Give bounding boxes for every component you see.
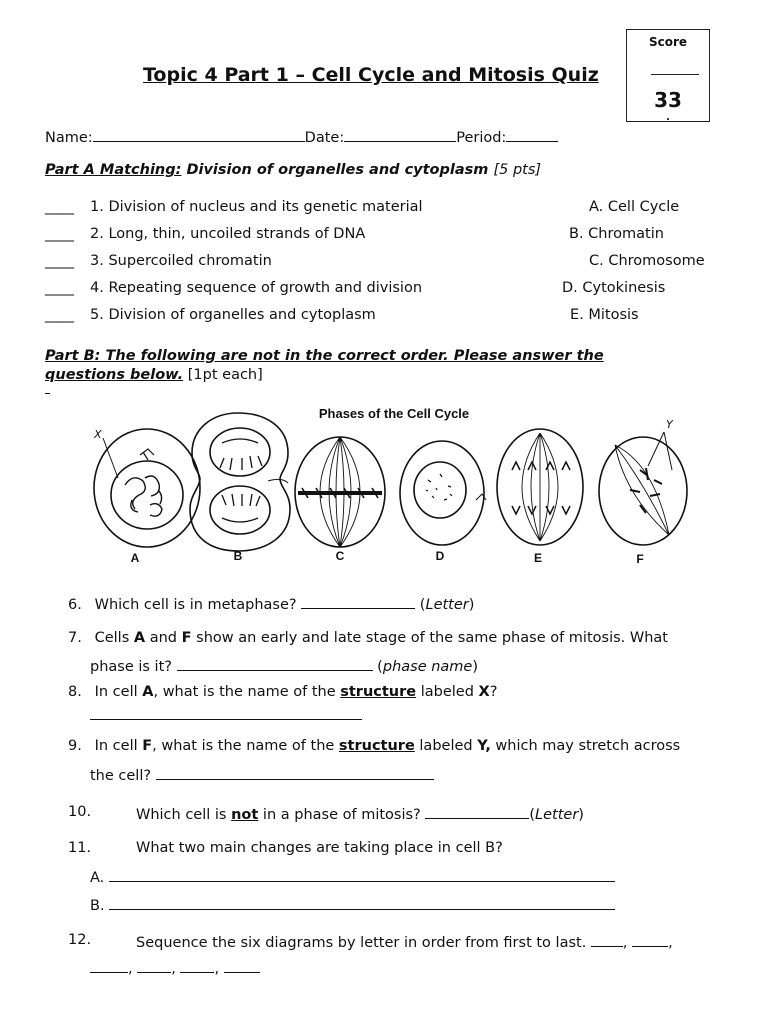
part-a-blank-3[interactable]: ____ — [45, 253, 74, 269]
score-label: Score — [648, 35, 688, 49]
part-a-blank-5[interactable]: ____ — [45, 307, 74, 323]
name-field[interactable] — [93, 127, 305, 142]
question-9 — [68, 738, 680, 754]
q11-text: What two main changes are taking place in cell B? — [136, 840, 503, 856]
period-field[interactable] — [506, 127, 558, 142]
page-title: Topic 4 Part 1 – Cell Cycle and Mitosis Quiz — [143, 64, 599, 86]
q9-post: labeled — [414, 738, 478, 754]
q11-answer-b-field[interactable] — [109, 895, 615, 910]
cell-a-diagram — [94, 429, 200, 547]
part-b-heading-end: questions below. — [45, 367, 184, 383]
question-10-text: Which cell is not in a phase of mitosis? (Letter) — [136, 804, 584, 823]
question-7 — [68, 630, 668, 646]
figure-label-y: Y — [666, 418, 673, 431]
q9-end: which may stretch across — [490, 738, 681, 754]
q7-line2: phase is it? — [90, 659, 172, 675]
score-value: 33 — [654, 88, 682, 112]
q6-answer-field[interactable] — [301, 594, 415, 609]
part-a-blank-1[interactable]: ____ — [45, 199, 74, 215]
cell-d-diagram — [400, 441, 486, 545]
q9-line2: the cell? — [90, 768, 152, 784]
figure-title: Phases of the Cell Cycle — [318, 406, 470, 421]
part-a-title: Part A Matching: — [45, 162, 182, 178]
q9-structure: structure — [338, 738, 415, 754]
q9-pre: In cell — [94, 738, 143, 754]
q7-cell-f: F — [181, 630, 192, 646]
q8-pre: In cell — [94, 684, 143, 700]
question-12-text: Sequence the six diagrams by letter in order from first to last. , , — [136, 932, 673, 951]
q8-end: ? — [489, 684, 498, 700]
q8-answer-field[interactable] — [90, 705, 362, 724]
question-9-line2 — [90, 765, 434, 784]
cell-f-diagram — [599, 432, 687, 545]
q7-answer-field[interactable] — [177, 656, 373, 671]
cell-letter-b: B — [233, 549, 243, 563]
part-a-answer-c: C. Chromosome — [589, 253, 705, 269]
q11-answer-b — [90, 895, 615, 914]
part-a-answer-b: B. Chromatin — [569, 226, 664, 242]
figure-label-x: X — [94, 428, 102, 441]
q8-label-x: X — [478, 684, 490, 700]
q7-hint: phase name — [382, 659, 473, 675]
q11-number: 11. — [68, 840, 92, 856]
part-b-points: [1pt each] — [187, 367, 263, 383]
cell-e-diagram — [497, 429, 583, 545]
cell-b-diagram — [190, 413, 290, 551]
q12-slot-4[interactable] — [137, 958, 171, 973]
q7-post: show an early and late stage of the same phase of mitosis. What — [191, 630, 668, 646]
part-b-heading-line2 — [45, 367, 263, 383]
q10-pre: Which cell is — [136, 807, 232, 823]
q6-hint: Letter — [425, 597, 469, 613]
q9-label-y: Y, — [477, 738, 491, 754]
q12-text: Sequence the six diagrams by letter in order from first to last. — [136, 935, 587, 951]
date-label: Date: — [304, 130, 345, 146]
part-a-subtitle: Division of organelles and cytoplasm — [181, 162, 489, 178]
cell-letter-d: D — [435, 549, 445, 563]
q7-mid: and — [145, 630, 182, 646]
q7-pre: Cells — [94, 630, 134, 646]
q9-cell-f: F — [142, 738, 153, 754]
part-a-answer-d: D. Cytokinesis — [562, 280, 666, 296]
q11-answer-a-field[interactable] — [109, 867, 615, 882]
q8-structure: structure — [340, 684, 417, 700]
q10-not: not — [231, 807, 259, 823]
q12-slot-1[interactable] — [591, 932, 623, 947]
cell-letter-e: E — [533, 551, 543, 565]
date-field[interactable] — [344, 127, 456, 142]
question-12-line2: , , , — [90, 958, 260, 977]
part-a-points: [5 pts] — [493, 162, 542, 178]
part-a-heading — [45, 162, 541, 178]
question-11 — [68, 840, 91, 856]
part-a-blank-4[interactable]: ____ — [45, 280, 74, 296]
question-7-line2: phase is it? (phase name) — [90, 656, 478, 675]
cell-letter-c: C — [335, 549, 345, 563]
part-a-blank-2[interactable]: ____ — [45, 226, 74, 242]
q12-number: 12. — [68, 932, 92, 948]
part-a-item-1: 1. Division of nucleus and its genetic material — [90, 199, 423, 215]
question-6: 6. Which cell is in metaphase? (Letter) — [68, 594, 474, 613]
cell-letter-f: F — [636, 552, 644, 566]
part-a-item-3: 3. Supercoiled chromatin — [90, 253, 272, 269]
question-8 — [68, 684, 497, 700]
q8-post: labeled — [416, 684, 479, 700]
q11-label-a: A. — [90, 870, 105, 886]
q9-mid: , what is the name of the — [152, 738, 339, 754]
part-a-item-4: 4. Repeating sequence of growth and division — [90, 280, 423, 296]
q11-label-b: B. — [90, 898, 105, 914]
period-label: Period: — [456, 130, 507, 146]
q10-hint: Letter — [535, 807, 579, 823]
part-a-answer-a: A. Cell Cycle — [589, 199, 680, 215]
q12-slot-5[interactable] — [180, 958, 214, 973]
header-fields — [45, 127, 558, 146]
q11-answer-a — [90, 867, 615, 886]
part-a-item-2: 2. Long, thin, uncoiled strands of DNA — [90, 226, 366, 242]
q10-number: 10. — [68, 804, 92, 820]
q10-answer-field[interactable] — [425, 804, 529, 819]
score-box — [626, 29, 710, 122]
q8-mid: , what is the name of the — [153, 684, 341, 700]
score-line — [651, 74, 699, 75]
q7-number: 7. — [68, 630, 82, 646]
stray-mark — [45, 393, 50, 394]
cell-letter-a: A — [130, 551, 140, 565]
q9-number: 9. — [68, 738, 82, 754]
name-label: Name: — [45, 130, 93, 146]
q12-slot-3[interactable] — [90, 958, 128, 973]
q6-number: 6. — [68, 597, 82, 613]
question-12 — [68, 932, 91, 948]
q9-answer-field[interactable] — [156, 765, 434, 780]
q8-number: 8. — [68, 684, 82, 700]
q12-slot-6[interactable] — [224, 958, 260, 973]
score-dot: . — [666, 112, 670, 122]
q8-cell-a: A — [142, 684, 154, 700]
question-10 — [68, 804, 91, 820]
part-b-heading-line1: Part B: The following are not in the correct order. Please answer the — [45, 348, 604, 364]
q6-text: Which cell is in metaphase? — [94, 597, 297, 613]
q7-cell-a: A — [133, 630, 146, 646]
cell-c-diagram — [295, 437, 385, 547]
part-a-answer-e: E. Mitosis — [570, 307, 639, 323]
q10-post: in a phase of mitosis? — [258, 807, 421, 823]
q12-slot-2[interactable] — [632, 932, 668, 947]
part-a-item-5: 5. Division of organelles and cytoplasm — [90, 307, 376, 323]
cell-cycle-figure — [80, 400, 700, 578]
